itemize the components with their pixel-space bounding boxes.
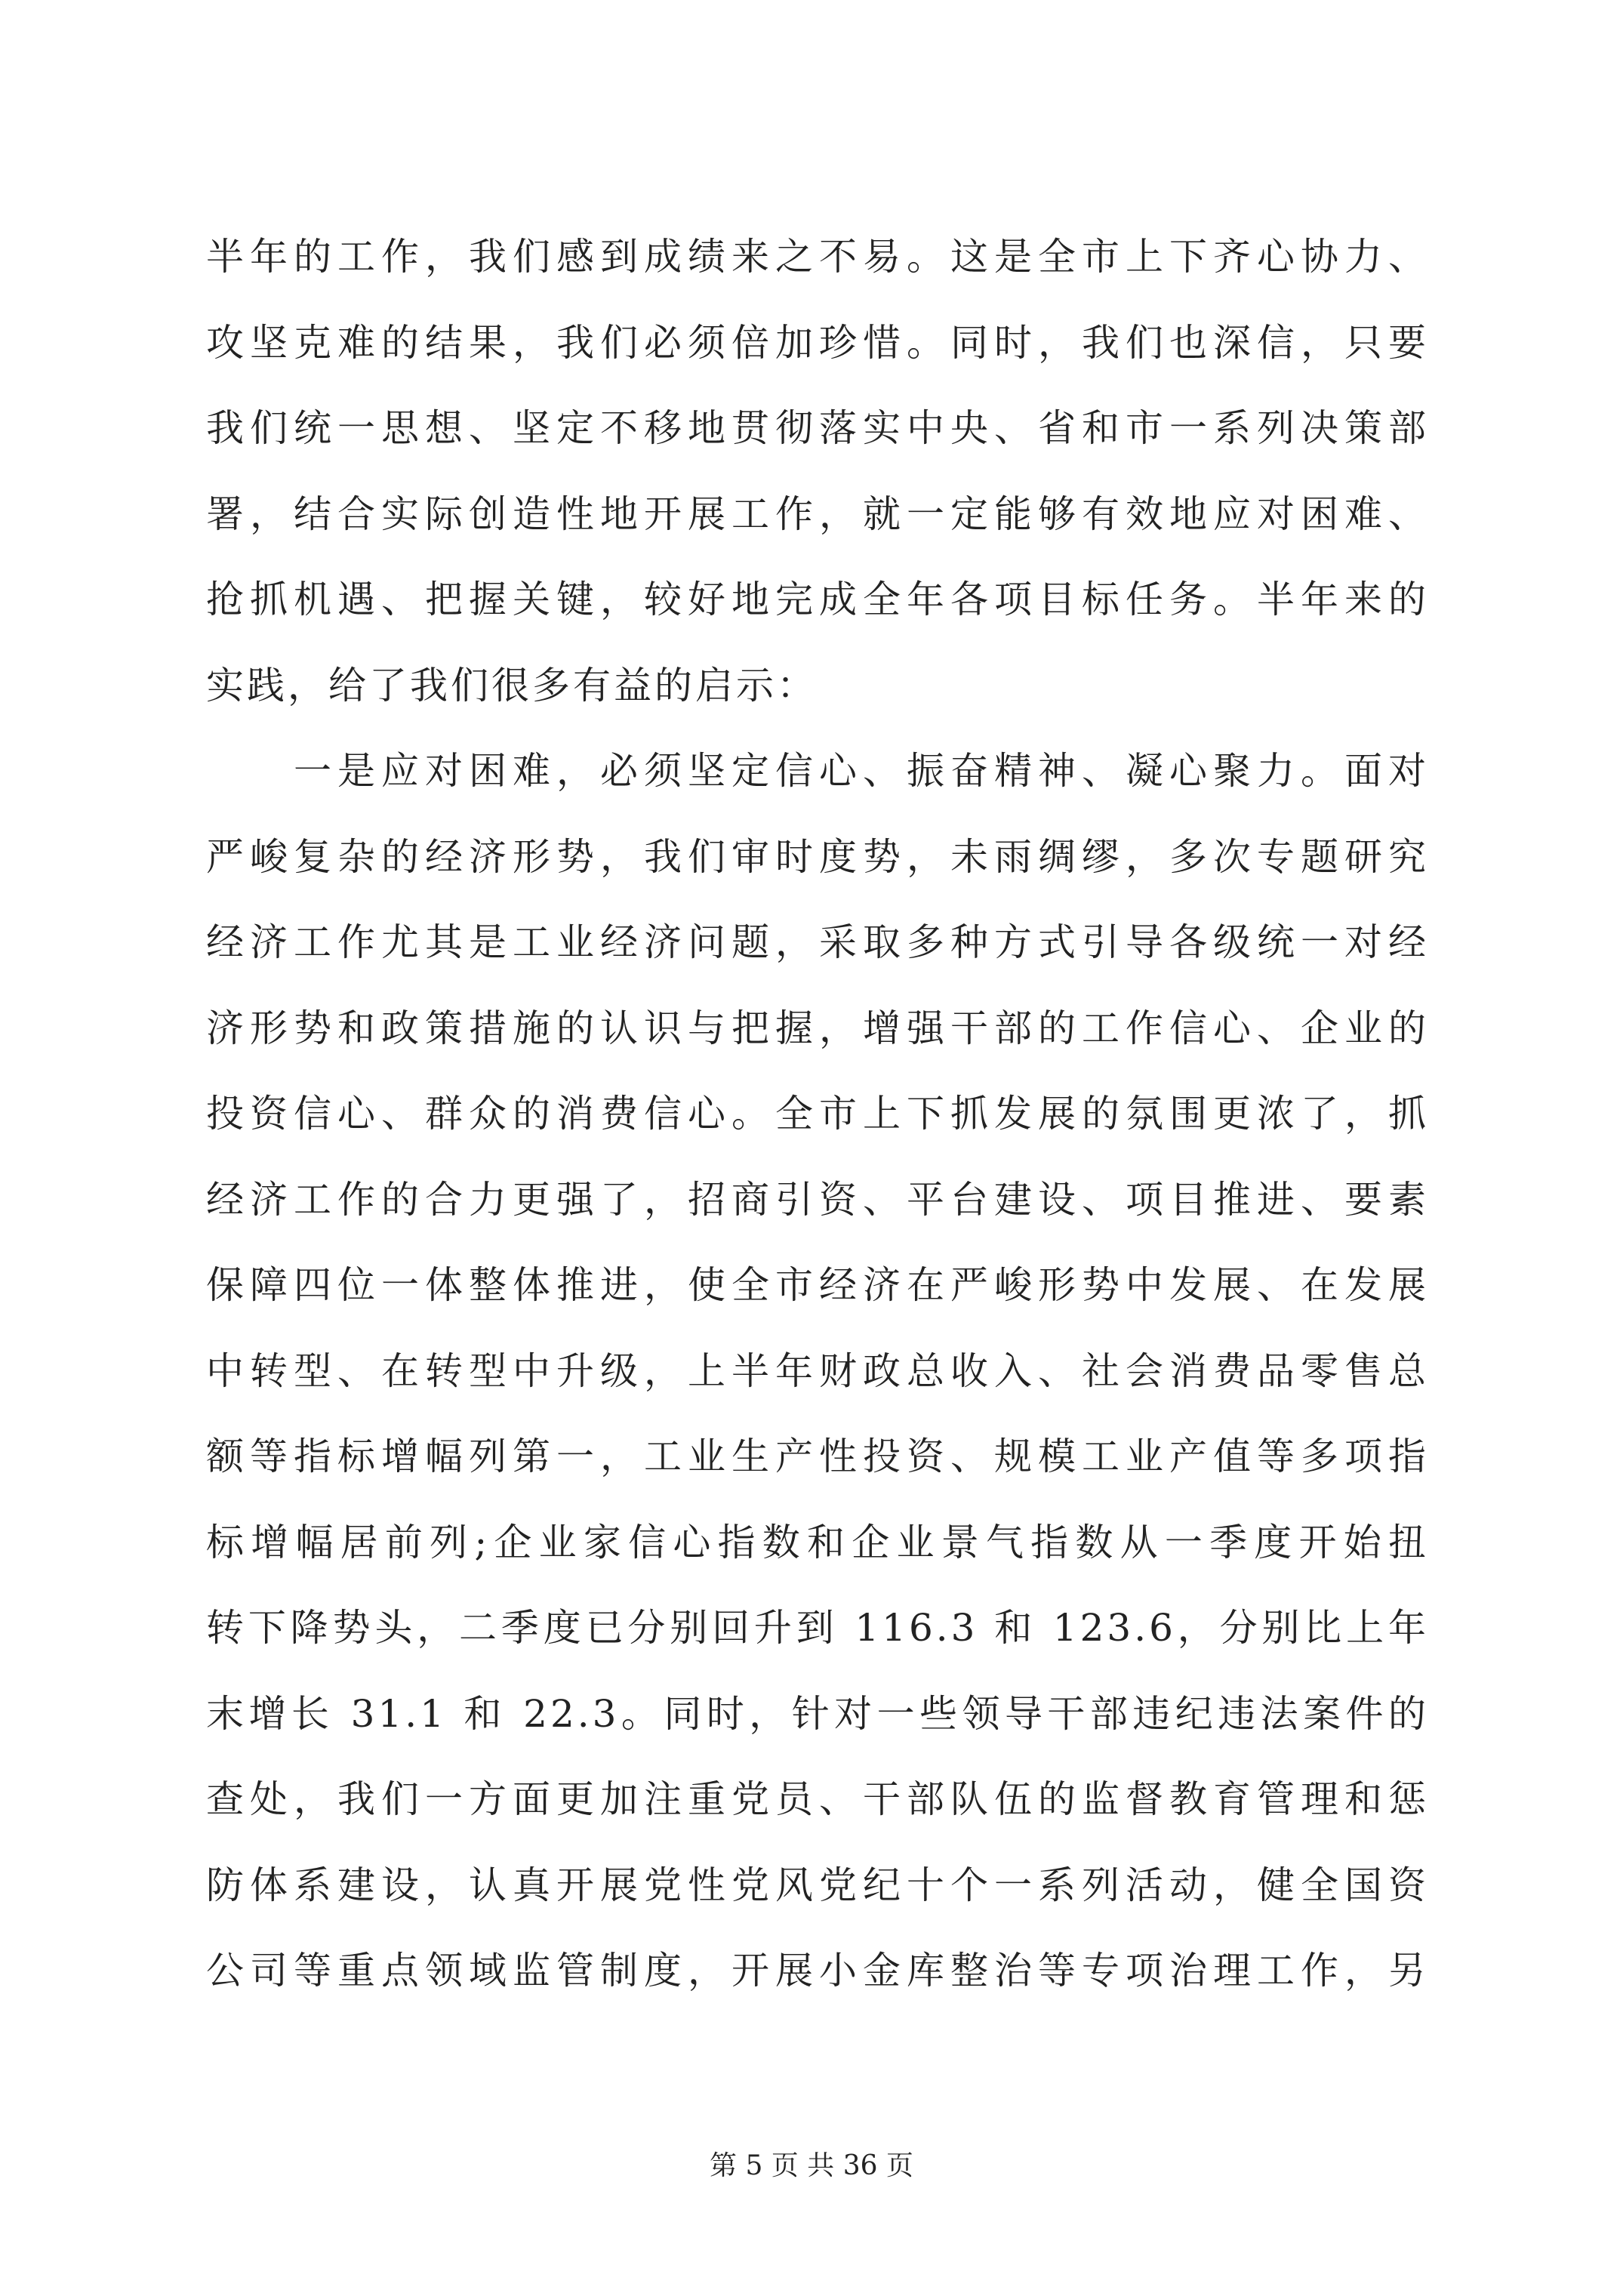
text-line-17: 转下降势头，二季度已分别回升到 116.3 和 123.6，分别比上年 bbox=[206, 1606, 1429, 1650]
text-line-18: 末增长 31.1 和 22.3。同时，针对一些领导干部违纪违法案件的 bbox=[206, 1691, 1429, 1736]
text-line-16: 标增幅居前列;企业家信心指数和企业景气指数从一季度开始扭 bbox=[206, 1520, 1429, 1564]
text-line-11: 投资信心、群众的消费信心。全市上下抓发展的氛围更浓了，抓 bbox=[206, 1092, 1429, 1136]
text-line-4: 署，结合实际创造性地开展工作，就一定能够有效地应对困难、 bbox=[206, 492, 1429, 536]
text-line-5: 抢抓机遇、把握关键，较好地完成全年各项目标任务。半年来的 bbox=[206, 578, 1429, 621]
text-line-14: 中转型、在转型中升级，上半年财政总收入、社会消费品零售总 bbox=[206, 1348, 1429, 1393]
text-line-7: 一是应对困难，必须坚定信心、振奋精神、凝心聚力。面对 bbox=[206, 749, 1429, 793]
page-footer: 第 5 页 共 36 页 bbox=[710, 2150, 913, 2181]
text-line-10: 济形势和政策措施的认识与把握，增强干部的工作信心、企业的 bbox=[206, 1006, 1429, 1050]
text-line-6: 实践，给了我们很多有益的启示： bbox=[206, 663, 818, 707]
text-line-12: 经济工作的合力更强了，招商引资、平台建设、项目推进、要素 bbox=[206, 1177, 1429, 1222]
text-line-8: 严峻复杂的经济形势，我们审时度势，未雨绸缪，多次专题研究 bbox=[206, 834, 1429, 879]
text-line-3: 我们统一思想、坚定不移地贯彻落实中央、省和市一系列决策部 bbox=[206, 406, 1429, 450]
text-line-20: 防体系建设，认真开展党性党风党纪十个一系列活动，健全国资 bbox=[206, 1863, 1429, 1907]
text-line-13: 保障四位一体整体推进，使全市经济在严峻形势中发展、在发展 bbox=[206, 1263, 1429, 1307]
text-line-1: 半年的工作，我们感到成绩来之不易。这是全市上下齐心协力、 bbox=[206, 235, 1429, 279]
body-text bbox=[206, 214, 1429, 2014]
text-line-19: 查处，我们一方面更加注重党员、干部队伍的监督教育管理和惩 bbox=[206, 1777, 1429, 1821]
text-line-2: 攻坚克难的结果，我们必须倍加珍惜。同时，我们也深信，只要 bbox=[206, 320, 1429, 365]
text-line-21: 公司等重点领域监管制度，开展小金库整治等专项治理工作，另 bbox=[206, 1949, 1429, 1992]
text-line-15: 额等指标增幅列第一，工业生产性投资、规模工业产值等多项指 bbox=[206, 1435, 1429, 1478]
text-line-9: 经济工作尤其是工业经济问题，采取多种方式引导各级统一对经 bbox=[206, 920, 1429, 964]
